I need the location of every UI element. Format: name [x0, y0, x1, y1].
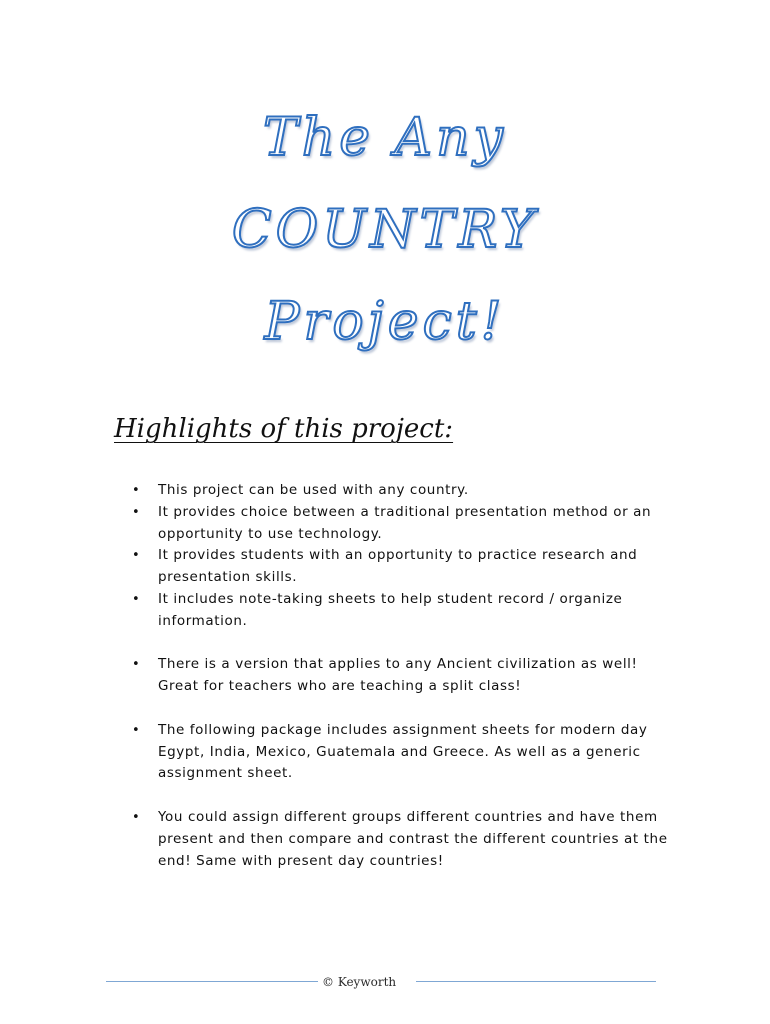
page-footer	[106, 972, 656, 992]
list-item	[132, 807, 672, 872]
list-item-text: It provides students with an opportunity to practice research and presentation skills.	[158, 547, 638, 586]
bullet-icon: •	[132, 657, 141, 673]
bullet-icon: •	[132, 504, 141, 520]
document-title	[0, 92, 770, 368]
list-item	[132, 720, 672, 785]
list-item	[132, 502, 672, 546]
highlights-heading: Highlights of this project:	[114, 414, 454, 444]
bullet-icon: •	[132, 722, 141, 738]
list-item-text: The following package includes assignment sheets for modern day Egypt, India, Mexico, Guatemala and Greece. As well as a generic assignment sheet.	[158, 721, 648, 782]
copyright-text: © Keyworth	[322, 975, 397, 989]
list-item	[132, 480, 672, 502]
title-line-3: Project!	[264, 292, 506, 352]
list-item-text: It provides choice between a traditional presentation method or an opportunity to use technology.	[158, 503, 652, 542]
list-item-text: It includes note-taking sheets to help student record / organize information.	[158, 590, 623, 629]
title-line-2: COUNTRY	[231, 200, 539, 260]
footer-rule-left	[106, 981, 318, 982]
bullet-icon: •	[132, 591, 141, 607]
list-item	[132, 654, 672, 698]
bullet-icon: •	[132, 548, 141, 564]
list-item-text: You could assign different groups different countries and have them present and then compare and contrast the different countries at the end! Same with present day countries!	[158, 808, 668, 869]
bullet-icon: •	[132, 483, 141, 498]
bullet-icon: •	[132, 809, 141, 825]
list-item	[132, 545, 672, 589]
title-line-1: The Any	[263, 108, 507, 168]
list-item-text: There is a version that applies to any Ancient civilization as well! Great for teachers who are teaching a split class!	[158, 656, 638, 695]
footer-rule-right	[416, 981, 656, 982]
list-item	[132, 589, 672, 633]
highlights-list	[132, 480, 672, 872]
list-item-text: This project can be used with any country.	[158, 482, 469, 498]
